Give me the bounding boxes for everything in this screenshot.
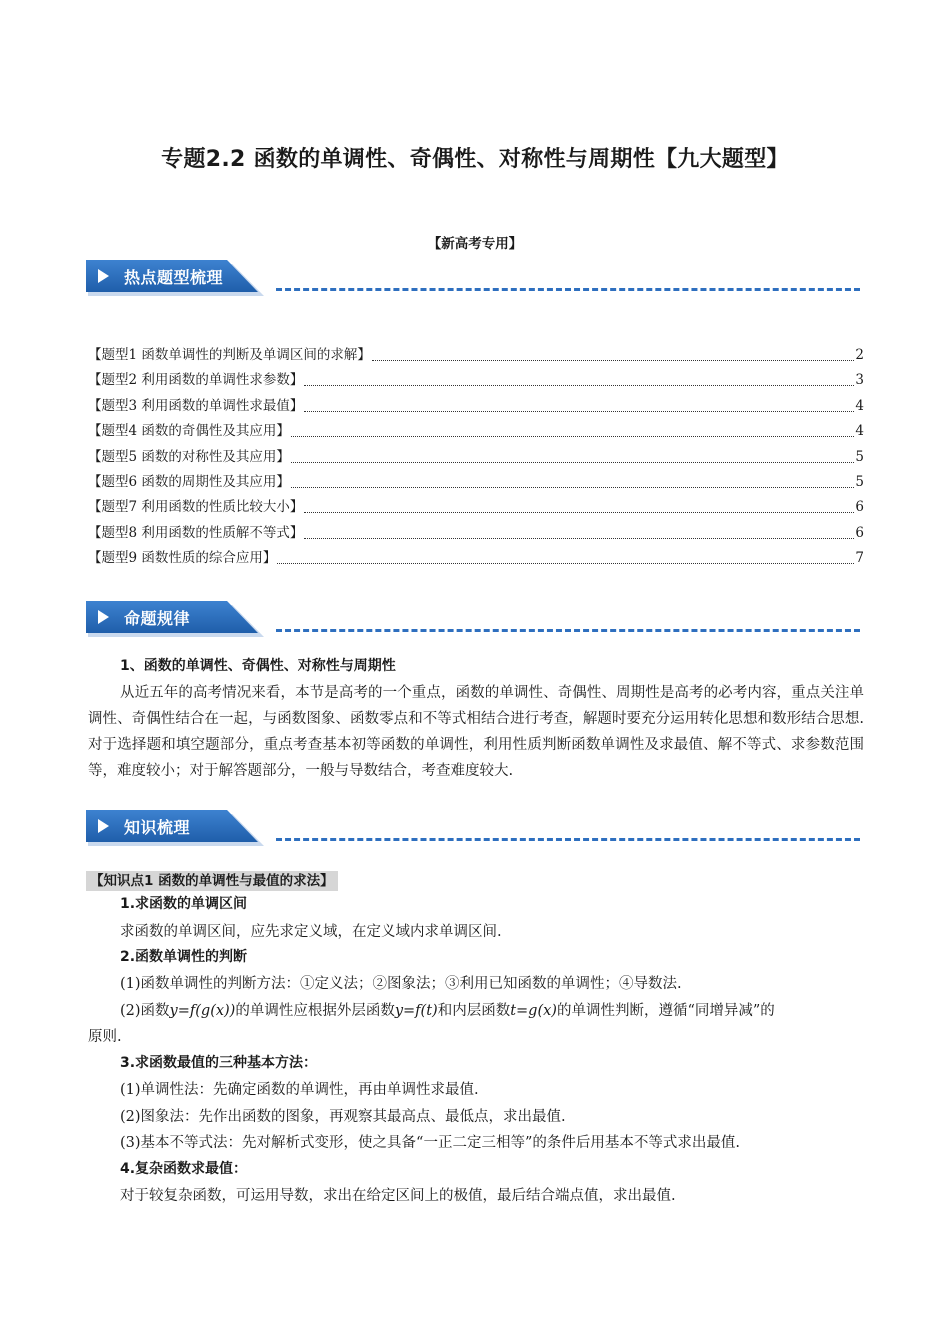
table-of-contents: [88, 343, 864, 572]
section-banner-rules: [86, 601, 866, 637]
toc-item[interactable]: 【题型4 函数的奇偶性及其应用】 4: [88, 423, 864, 440]
dashed-divider: [276, 629, 860, 632]
page-title: 专题2.2 函数的单调性、奇偶性、对称性与周期性【九大题型】: [161, 147, 789, 172]
knowledge-heading: 1.求函数的单调区间: [120, 896, 248, 912]
knowledge-text: 原则.: [88, 1029, 122, 1045]
knowledge-point-tag: 【知识点1 函数的单调性与最值的求法】: [86, 871, 338, 891]
play-arrow-icon: [98, 269, 109, 283]
dashed-divider: [276, 838, 860, 841]
knowledge-text: (3)基本不等式法：先对解析式变形，使之具备“一正二定三相等”的条件后用基本不等式求出最值.: [120, 1135, 740, 1151]
toc-item[interactable]: 【题型7 利用函数的性质比较大小】 6: [88, 499, 864, 516]
toc-item[interactable]: 【题型3 利用函数的单调性求最值】 4: [88, 397, 864, 414]
play-arrow-icon: [98, 819, 109, 833]
toc-item[interactable]: 【题型9 函数性质的综合应用】 7: [88, 550, 864, 567]
knowledge-text: (1)函数单调性的判断方法：①定义法；②图象法；③利用已知函数的单调性；④导数法.: [120, 976, 682, 992]
play-arrow-icon: [98, 610, 109, 624]
knowledge-text: 求函数的单调区间，应先求定义域，在定义域内求单调区间.: [120, 924, 502, 940]
page-subtitle: 【新高考专用】: [427, 236, 523, 252]
knowledge-text: (2)函数y=f(g(x))的单调性应根据外层函数y=f(t)和内层函数t=g(x)的单调性判断，遵循“同增异减”的: [120, 1003, 775, 1019]
knowledge-heading: 2.函数单调性的判断: [120, 949, 248, 965]
knowledge-text: 对于较复杂函数，可运用导数，求出在给定区间上的极值，最后结合端点值，求出最值.: [120, 1188, 676, 1204]
knowledge-text: (2)图象法：先作出函数的图象，再观察其最高点、最低点，求出最值.: [120, 1109, 566, 1125]
section-banner-knowledge: [86, 810, 866, 846]
dashed-divider: [276, 288, 860, 291]
toc-item[interactable]: 【题型2 利用函数的单调性求参数】 3: [88, 372, 864, 389]
section-banner-hot: [86, 260, 866, 296]
knowledge-text: (1)单调性法：先确定函数的单调性，再由单调性求最值.: [120, 1082, 479, 1098]
rules-paragraph: 从近五年的高考情况来看，本节是高考的一个重点，函数的单调性、奇偶性、周期性是高考的必考内容，重点关注单调性、奇偶性结合在一起，与函数图象、函数零点和不等式相结合进行考查，解题时要充分运用转化思想和数形结合思想. 对于选择题和填空题部分，重点考查基本初等函数的单调性，利用性质判断函数单调性及求最值、解不等式、求参数范围等，难度较小；对于解答题部分，一般与导数结合，考查难度较大.: [88, 685, 864, 779]
toc-item[interactable]: 【题型6 函数的周期性及其应用】 5: [88, 473, 864, 490]
banner-title: 热点题型梳理: [124, 268, 224, 287]
rules-heading: 1、函数的单调性、奇偶性、对称性与周期性: [120, 658, 396, 674]
banner-title: 命题规律: [124, 609, 191, 628]
toc-item[interactable]: 【题型1 函数单调性的判断及单调区间的求解】 2: [88, 347, 864, 363]
toc-item[interactable]: 【题型8 利用函数的性质解不等式】 6: [88, 524, 864, 541]
banner-title: 知识梳理: [124, 818, 191, 837]
knowledge-heading: 3.求函数最值的三种基本方法：: [120, 1055, 318, 1071]
toc-item[interactable]: 【题型5 函数的对称性及其应用】 5: [88, 448, 864, 465]
knowledge-heading: 4.复杂函数求最值：: [120, 1161, 248, 1177]
